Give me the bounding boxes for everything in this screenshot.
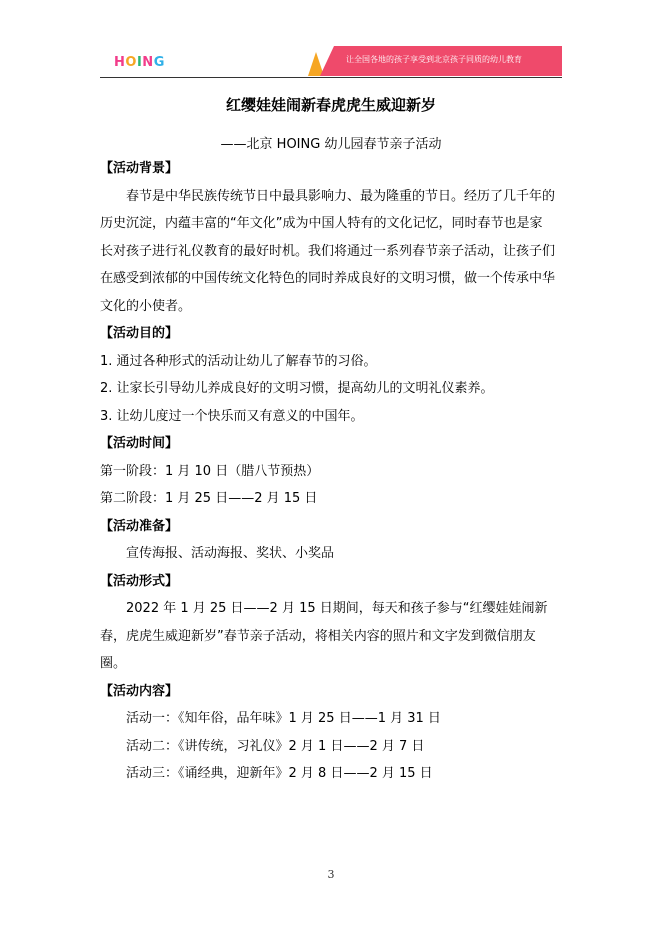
logo-letter: I: [136, 55, 143, 70]
time-list-item: 第二阶段：1 月 25 日——2 月 15 日: [100, 491, 318, 506]
purpose-list-item: 1. 通过各种形式的活动让幼儿了解春节的习俗。: [100, 353, 377, 369]
hoing-logo: [114, 55, 165, 70]
background-paragraph-line: 春节是中华民族传统节日中最具影响力、最为隆重的节日。经历了几千年的: [126, 188, 556, 204]
section-heading-purpose: 【活动目的】: [100, 326, 179, 341]
banner-accent-shape: [308, 52, 324, 76]
content-list-item: 活动三：《诵经典，迎新年》2 月 8 日——2 月 15 日: [126, 766, 433, 781]
content-list-item: 活动一：《知年俗，品年味》1 月 25 日——1 月 31 日: [126, 711, 441, 726]
document-body: [100, 155, 562, 788]
section-heading-background: 【活动背景】: [100, 161, 179, 176]
form-paragraph-line: 2022 年 1 月 25 日——2 月 15 日期间，每天和孩子参与“红缨娃娃闹新: [126, 601, 548, 616]
purpose-list-item: 2. 让家长引导幼儿养成良好的文明习惯，提高幼儿的文明礼仪素养。: [100, 381, 494, 396]
logo-letter: O: [125, 55, 137, 70]
purpose-list-item: 3. 让幼儿度过一个快乐而又有意义的中国年。: [100, 408, 364, 424]
time-list-item: 第一阶段：1 月 10 日（腊八节预热）: [100, 463, 320, 479]
content-list-item: 活动二：《讲传统，习礼仪》2 月 1 日——2 月 7 日: [126, 738, 425, 754]
preparation-text: 宣传海报、活动海报、奖状、小奖品: [126, 546, 335, 561]
logo-letter: H: [114, 55, 126, 70]
background-paragraph-line: 长对孩子进行礼仪教育的最好时机。我们将通过一系列春节亲子活动，让孩子们: [100, 243, 556, 259]
background-paragraph-line: 文化的小使者。: [100, 298, 192, 314]
section-heading-form: 【活动形式】: [100, 573, 179, 589]
background-paragraph-line: 历史沉淀，内蕴丰富的“年文化”成为中国人特有的文化记忆，同时春节也是家: [100, 216, 543, 231]
form-paragraph-line: 春，虎虎生威迎新岁”春节亲子活动，将相关内容的照片和文字发到微信朋友: [100, 628, 536, 644]
slogan-text: 让全国各地的孩子享受到北京孩子同质的幼儿教育: [346, 55, 522, 64]
document-subtitle: ——北京 HOING 幼儿园春节亲子活动: [220, 137, 442, 152]
section-heading-content: 【活动内容】: [100, 683, 179, 699]
header-divider: [100, 77, 562, 78]
slogan-banner: [294, 46, 562, 76]
page-header: [100, 44, 562, 78]
document-title: 红缨娃娃闹新春虎虎生威迎新岁: [225, 96, 436, 114]
section-heading-preparation: 【活动准备】: [100, 518, 179, 534]
logo-letter: N: [142, 55, 154, 70]
page-number: 3: [327, 868, 335, 881]
form-paragraph-line: 圈。: [100, 656, 127, 671]
section-heading-time: 【活动时间】: [100, 436, 179, 451]
logo-letter: G: [153, 55, 165, 70]
background-paragraph-line: 在感受到浓郁的中国传统文化特色的同时养成良好的文明习惯，做一个传承中华: [100, 271, 556, 286]
